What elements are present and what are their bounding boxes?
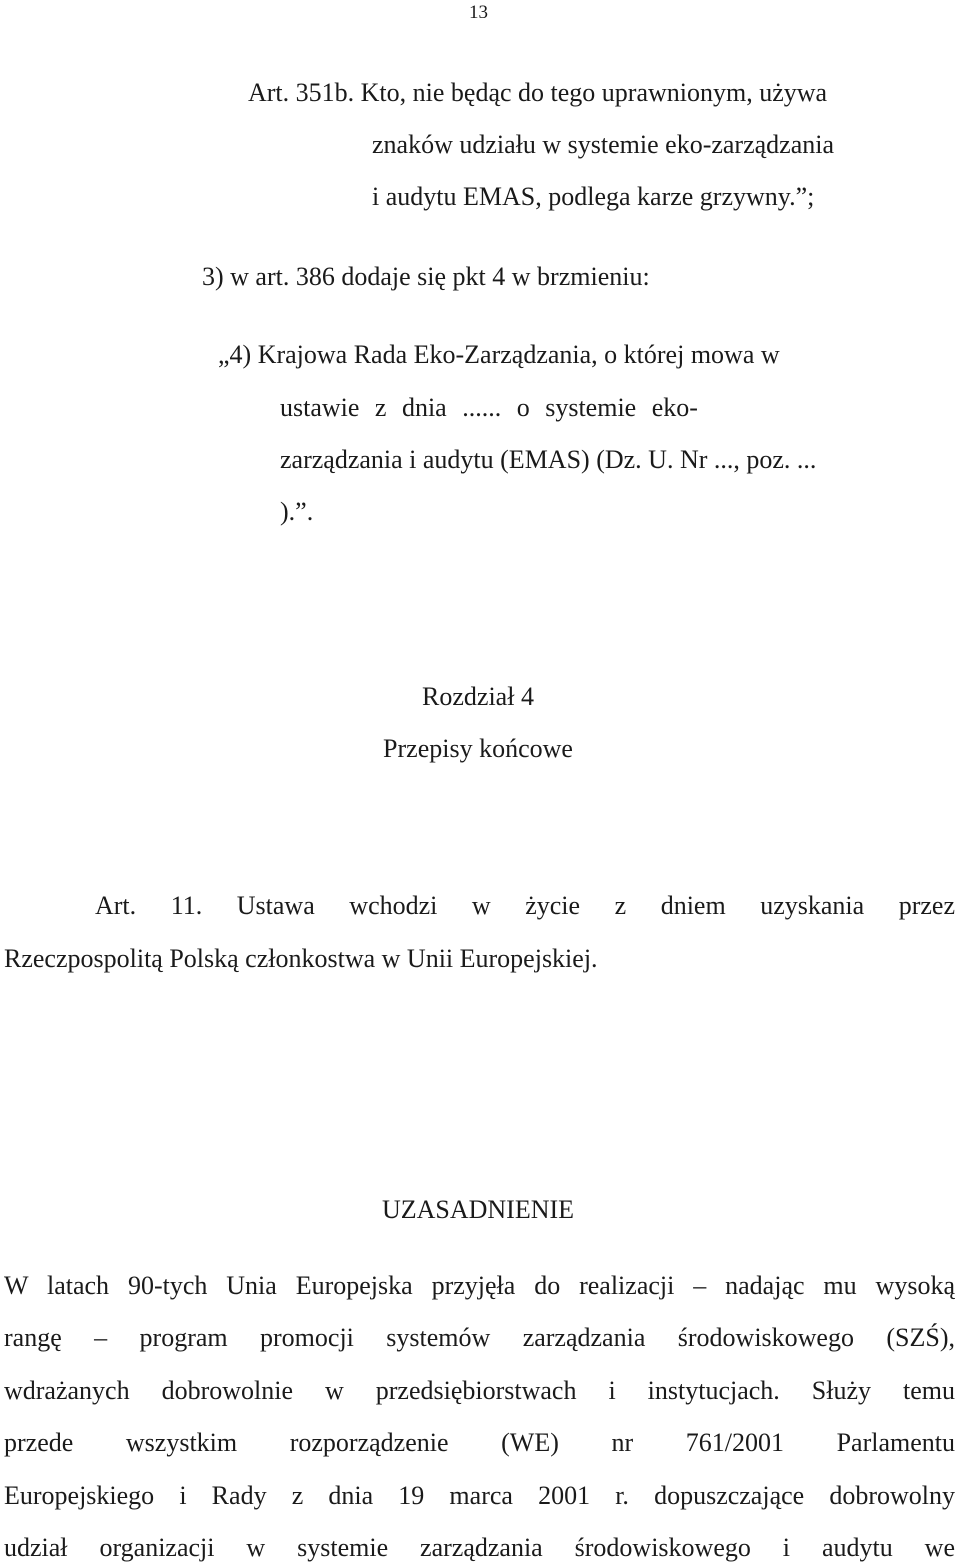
justification-line-5: Europejskiego i Rady z dnia 19 marca 2001 r. dopuszczające dobrowolny [4, 1481, 955, 1510]
justification-line-6: udział organizacji w systemie zarządzania środowiskowego i audytu we [4, 1533, 955, 1562]
point4-line-3: zarządzania i audytu (EMAS) (Dz. U. Nr ..., poz. ... [280, 445, 817, 474]
point4-line-1: „4) Krajowa Rada Eko-Zarządzania, o której mowa w [218, 340, 780, 369]
art351b-line-3: i audytu EMAS, podlega karze grzywny.”; [372, 182, 815, 211]
point4-line-4: ).”. [280, 497, 314, 526]
justification-line-4: przede wszystkim rozporządzenie (WE) nr 761/2001 Parlamentu [4, 1428, 955, 1457]
art11-line-2: Rzeczpospolitą Polską członkostwa w Unii Europejskiej. [4, 944, 598, 973]
art351b-line-1: Art. 351b. Kto, nie będąc do tego uprawnionym, używa [248, 78, 828, 107]
amendment-point-3: 3) w art. 386 dodaje się pkt 4 w brzmieniu: [202, 262, 650, 291]
justification-line-2: rangę – program promocji systemów zarządzania środowiskowego (SZŚ), [4, 1323, 955, 1352]
chapter-title: Rozdział 4 [422, 682, 534, 711]
point4-line-2: ustawie z dnia ...... o systemie eko- [280, 393, 698, 422]
art11-line-1: Art. 11. Ustawa wchodzi w życie z dniem uzyskania przez [95, 891, 955, 920]
chapter-subtitle: Przepisy końcowe [383, 734, 573, 763]
justification-heading: UZASADNIENIE [381, 1195, 575, 1224]
page-number: 13 [469, 2, 488, 23]
art351b-line-2: znaków udziału w systemie eko-zarządzania [372, 130, 835, 159]
justification-line-1: W latach 90-tych Unia Europejska przyjęła do realizacji – nadając mu wysoką [4, 1271, 955, 1300]
justification-line-3: wdrażanych dobrowolnie w przedsiębiorstwach i instytucjach. Służy temu [4, 1376, 955, 1405]
